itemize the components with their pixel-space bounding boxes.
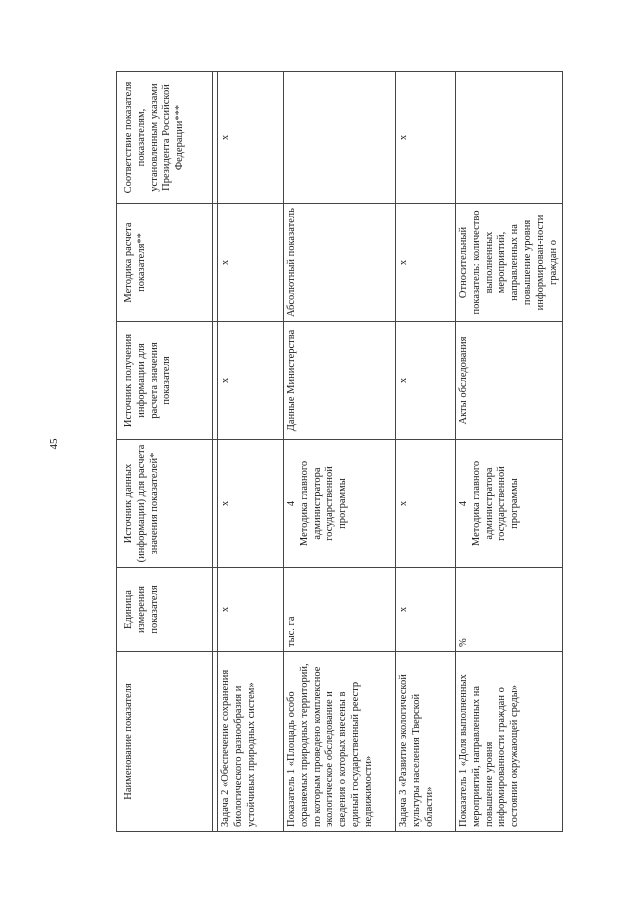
header-data-source: Источник данных (информации) для расчета значения показателей* bbox=[117, 440, 213, 568]
row-correspondence: х bbox=[218, 72, 284, 204]
indicators-table bbox=[116, 71, 563, 832]
row-data-source-text: Методика главного администратора государственной программы bbox=[298, 460, 349, 547]
row-correspondence bbox=[284, 72, 396, 204]
row-name: Показатель 1 «Доля выполненных мероприятий, направленных на повышение уровня информированности граждан о состоянии окружающей среды» bbox=[456, 652, 563, 832]
row-info-source: х bbox=[218, 322, 284, 440]
rotated-table-container bbox=[116, 72, 559, 832]
row-method: Абсолютный показатель bbox=[284, 204, 396, 322]
row-method: х bbox=[218, 204, 284, 322]
row-info-source: х bbox=[396, 322, 456, 440]
row-name: Задача 2 «Обеспечение сохранения биологического разнообразия и устойчивых природных систем» bbox=[218, 652, 284, 832]
header-method: Методика расчета показателя** bbox=[117, 204, 213, 322]
row-data-source-number: 4 bbox=[286, 500, 297, 507]
row-data-source: х bbox=[218, 440, 284, 568]
row-data-source bbox=[456, 440, 563, 568]
row-name: Задача 3 «Развитие экологической культуры населения Тверской области» bbox=[396, 652, 456, 832]
row-info-source: Данные Министерства bbox=[284, 322, 396, 440]
table-row bbox=[396, 72, 456, 832]
row-method: Относительный показатель: количество выполненных мероприятий, направленных на повышение уровня информирован-ности граждан о bbox=[456, 204, 563, 322]
header-unit: Единица измерения показателя bbox=[117, 568, 213, 652]
row-unit: % bbox=[456, 568, 563, 652]
table-row bbox=[456, 72, 563, 832]
table-row bbox=[284, 72, 396, 832]
row-correspondence: х bbox=[396, 72, 456, 204]
row-data-source-number: 4 bbox=[458, 500, 469, 507]
row-info-source: Акты обследования bbox=[456, 322, 563, 440]
header-info-source: Источник получения информации для расчета значения показателя bbox=[117, 322, 213, 440]
row-unit: х bbox=[396, 568, 456, 652]
table-header-row bbox=[117, 72, 213, 832]
header-correspondence: Соответствие показателя показателям, установленным указами Президента Российской Федерации*** bbox=[117, 72, 213, 204]
row-data-source: х bbox=[396, 440, 456, 568]
row-method: х bbox=[396, 204, 456, 322]
table-row bbox=[218, 72, 284, 832]
page-number: 45 bbox=[48, 438, 60, 450]
row-data-source-text: Методика главного администратора государственной программы bbox=[470, 460, 521, 547]
row-name: Показатель 1 «Площадь особо охраняемых природных территорий, по которым проведено комплексное экологическое обследование и сведения о которых внесены в единый государственный реестр недвижимости» bbox=[284, 652, 396, 832]
row-unit: тыс. га bbox=[284, 568, 396, 652]
row-unit: х bbox=[218, 568, 284, 652]
header-indicator-name: Наименование показателя bbox=[117, 652, 213, 832]
row-correspondence bbox=[456, 72, 563, 204]
row-data-source bbox=[284, 440, 396, 568]
